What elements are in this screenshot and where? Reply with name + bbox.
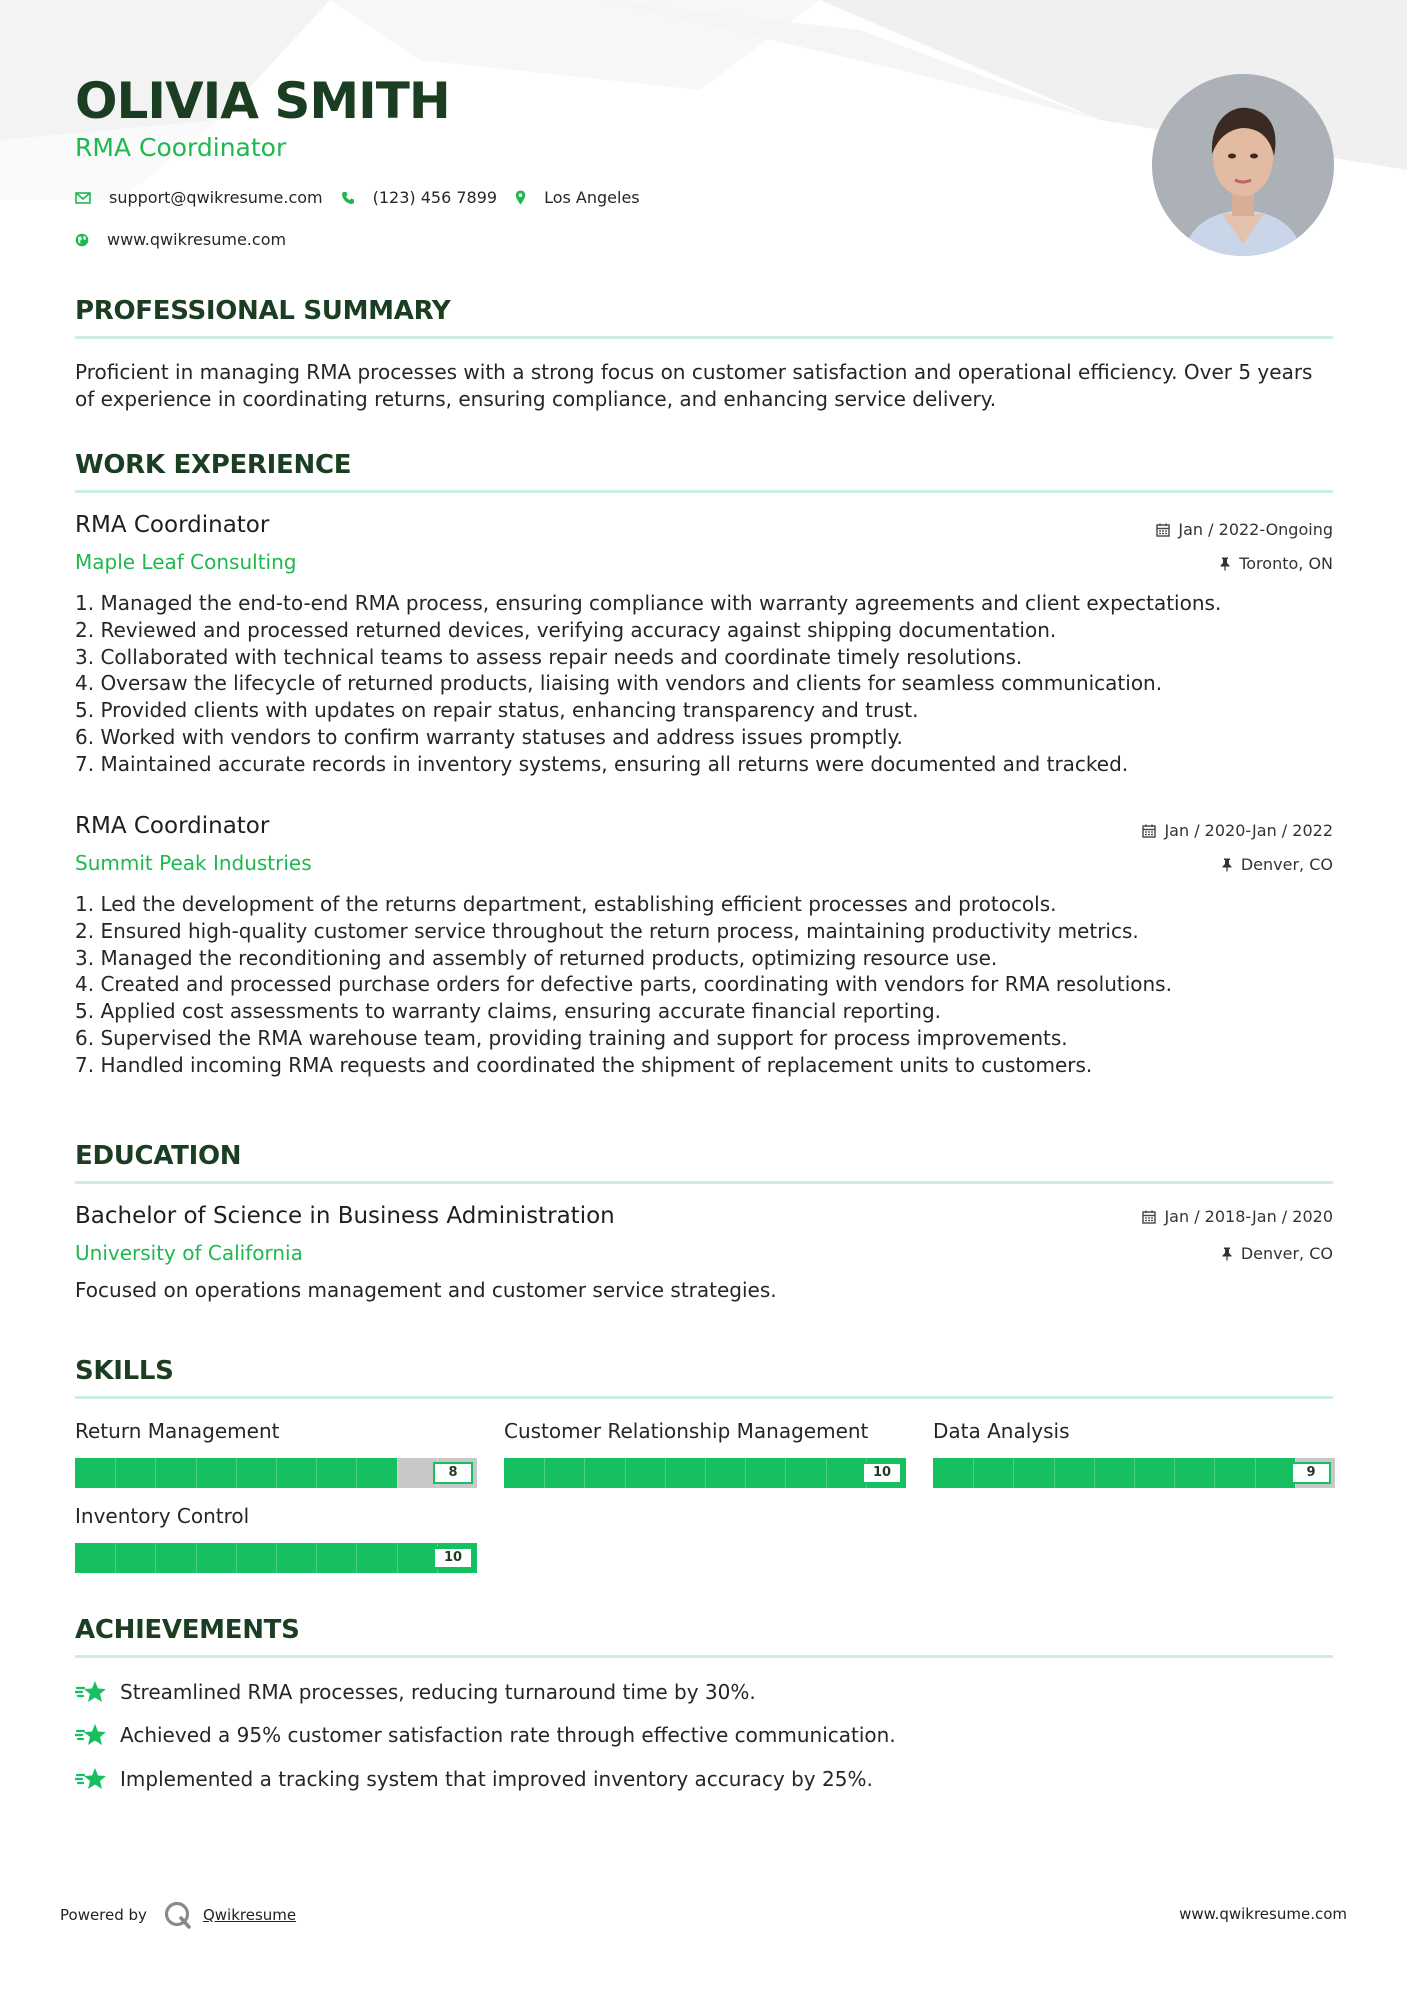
skill-bar-segment <box>1013 1458 1014 1488</box>
skill-bar-segment <box>155 1543 156 1573</box>
skill-name: Return Management <box>75 1419 280 1443</box>
candidate-name: OLIVIA SMITH <box>75 72 450 130</box>
education-location-text: Denver, CO <box>1240 1244 1333 1263</box>
skill-score: 8 <box>433 1462 473 1484</box>
achievement-text: Implemented a tracking system that improved inventory accuracy by 25%. <box>120 1767 873 1791</box>
list-item: 3. Managed the reconditioning and assembly of returned products, optimizing resource use. <box>75 945 998 970</box>
skill-bar-segment <box>1054 1458 1055 1488</box>
job-2-company: Summit Peak Industries <box>75 851 312 875</box>
achievement-item <box>75 1679 756 1705</box>
email-contact[interactable] <box>75 188 323 207</box>
website-contact[interactable] <box>75 230 286 249</box>
achievement-text: Achieved a 95% customer satisfaction rate through effective communication. <box>120 1723 896 1747</box>
education-heading: EDUCATION <box>75 1141 242 1171</box>
list-item: 7. Maintained accurate records in inventory systems, ensuring all returns were documented and tracked. <box>75 751 1129 776</box>
profile-photo <box>1152 74 1334 256</box>
skill-bar-segment <box>1174 1458 1175 1488</box>
skill-score: 10 <box>433 1547 473 1569</box>
skill-bar-segment <box>625 1458 626 1488</box>
list-item: 6. Supervised the RMA warehouse team, providing training and support for process improvements. <box>75 1025 1068 1050</box>
skill-bar-segment <box>785 1458 786 1488</box>
qwikresume-link[interactable]: Qwikresume <box>202 1906 297 1924</box>
skill-bar-segment <box>155 1458 156 1488</box>
map-pin-icon <box>515 190 526 205</box>
skill-bar-fill <box>933 1458 1295 1488</box>
calendar-icon <box>1142 824 1156 838</box>
skill-customer-relationship-management <box>504 1418 906 1488</box>
skill-bar <box>933 1458 1335 1488</box>
skills-heading: SKILLS <box>75 1356 174 1386</box>
degree-title: Bachelor of Science in Business Administration <box>75 1203 615 1229</box>
skill-bar-segment <box>584 1458 585 1488</box>
summary-text: Proficient in managing RMA processes with a strong focus on customer satisfaction and operational efficiency. Over 5 years of experience in coordinating returns, ensuring compliance, and enhancing service delivery. <box>75 360 1313 411</box>
list-item: 5. Provided clients with updates on repair status, enhancing transparency and trust. <box>75 698 919 723</box>
skill-bar-segment <box>356 1458 357 1488</box>
star-icon <box>75 1766 108 1792</box>
list-item: 7. Handled incoming RMA requests and coordinated the shipment of replacement units to customers. <box>75 1052 1093 1077</box>
skill-bar-segment <box>397 1458 398 1488</box>
portrait-image <box>1152 74 1334 256</box>
list-item: 6. Worked with vendors to confirm warranty statuses and address issues promptly. <box>75 724 903 749</box>
skill-bar-segment <box>196 1458 197 1488</box>
pushpin-icon <box>1221 858 1233 872</box>
skill-return-management <box>75 1418 477 1488</box>
qwikresume-logo-icon <box>163 1900 193 1930</box>
list-item: 5. Applied cost assessments to warranty claims, ensuring accurate financial reporting. <box>75 999 942 1024</box>
skill-bar-segment <box>236 1543 237 1573</box>
achievements-heading: ACHIEVEMENTS <box>75 1615 300 1645</box>
contact-row <box>75 188 658 207</box>
skill-bar-segment <box>1134 1458 1135 1488</box>
job-1-bullets <box>75 590 1333 778</box>
skill-bar-segment <box>276 1458 277 1488</box>
envelope-icon <box>75 192 91 204</box>
job-2-dates <box>1142 821 1333 840</box>
email-text: support@qwikresume.com <box>109 188 323 207</box>
skill-bar <box>75 1458 477 1488</box>
skill-bar-segment <box>115 1543 116 1573</box>
phone-contact[interactable] <box>341 188 497 207</box>
list-item: 2. Ensured high-quality customer service throughout the return process, maintaining productivity metrics. <box>75 918 1139 943</box>
calendar-icon <box>1142 1210 1156 1224</box>
skill-bar-segment <box>316 1458 317 1488</box>
skill-inventory-control <box>75 1503 477 1573</box>
job-2-bullets <box>75 891 1333 1079</box>
skill-bar-segment <box>1255 1458 1256 1488</box>
location-contact <box>515 188 640 207</box>
skill-bar-segment <box>115 1458 116 1488</box>
pushpin-icon <box>1221 1247 1233 1261</box>
experience-rule <box>75 490 1333 493</box>
skill-bar <box>75 1543 477 1573</box>
skill-bar-segment <box>196 1543 197 1573</box>
candidate-role: RMA Coordinator <box>75 133 287 162</box>
website-row <box>75 230 304 249</box>
summary-rule <box>75 336 1333 339</box>
powered-by-label: Powered by <box>60 1906 147 1924</box>
education-description: Focused on operations management and customer service strategies. <box>75 1278 777 1302</box>
skill-bar-segment <box>544 1458 545 1488</box>
achievement-item <box>75 1766 873 1792</box>
skill-bar-segment <box>826 1458 827 1488</box>
job-2-title: RMA Coordinator <box>75 813 270 839</box>
skill-bar-segment <box>665 1458 666 1488</box>
skill-bar-segment <box>356 1543 357 1573</box>
list-item: 1. Led the development of the returns department, establishing efficient processes and protocols. <box>75 892 1057 916</box>
skill-bar-segment <box>705 1458 706 1488</box>
footer-website[interactable]: www.qwikresume.com <box>1179 1905 1347 1923</box>
phone-icon <box>341 191 355 205</box>
skill-bar-segment <box>973 1458 974 1488</box>
skill-bar-segment <box>276 1543 277 1573</box>
star-icon <box>75 1722 108 1748</box>
skills-rule <box>75 1396 1333 1399</box>
achievements-rule <box>75 1655 1333 1658</box>
skill-score: 9 <box>1291 1462 1331 1484</box>
summary-heading: PROFESSIONAL SUMMARY <box>75 296 451 326</box>
skill-score: 10 <box>862 1462 902 1484</box>
list-item: 1. Managed the end-to-end RMA process, ensuring compliance with warranty agreements and client expectations. <box>75 591 1222 615</box>
job-1-location <box>1219 554 1333 573</box>
location-text: Los Angeles <box>544 188 640 207</box>
list-item: 2. Reviewed and processed returned devices, verifying accuracy against shipping documentation. <box>75 617 1057 642</box>
achievement-item <box>75 1722 896 1748</box>
list-item: 4. Created and processed purchase orders for defective parts, coordinating with vendors for RMA resolutions. <box>75 972 1172 997</box>
job-1-dates <box>1156 520 1333 539</box>
education-dates-text: Jan / 2018-Jan / 2020 <box>1164 1207 1333 1226</box>
job-2-dates-text: Jan / 2020-Jan / 2022 <box>1164 821 1333 840</box>
star-icon <box>75 1679 108 1705</box>
footer-powered-by <box>60 1900 296 1930</box>
list-item: 3. Collaborated with technical teams to assess repair needs and coordinate timely resolutions. <box>75 644 1023 669</box>
job-1-dates-text: Jan / 2022-Ongoing <box>1178 520 1333 539</box>
list-item: 4. Oversaw the lifecycle of returned products, liaising with vendors and clients for seamless communication. <box>75 671 1163 696</box>
education-rule <box>75 1181 1333 1184</box>
achievement-text: Streamlined RMA processes, reducing turnaround time by 30%. <box>120 1680 756 1704</box>
website-text: www.qwikresume.com <box>107 230 287 249</box>
skill-name: Data Analysis <box>933 1419 1070 1443</box>
job-1-title: RMA Coordinator <box>75 512 270 538</box>
skill-name: Inventory Control <box>75 1504 250 1528</box>
job-2-location-text: Denver, CO <box>1240 855 1333 874</box>
skill-bar <box>504 1458 906 1488</box>
phone-text: (123) 456 7899 <box>372 188 498 207</box>
skill-bar-segment <box>745 1458 746 1488</box>
skill-bar-segment <box>397 1543 398 1573</box>
job-1-company: Maple Leaf Consulting <box>75 550 297 574</box>
skill-name: Customer Relationship Management <box>504 1419 869 1443</box>
skill-data-analysis <box>933 1418 1335 1488</box>
calendar-icon <box>1156 523 1170 537</box>
job-2-location <box>1221 855 1333 874</box>
skill-bar-segment <box>236 1458 237 1488</box>
skill-bar-segment <box>316 1543 317 1573</box>
pushpin-icon <box>1219 557 1231 571</box>
school-name: University of California <box>75 1241 303 1265</box>
skill-bar-segment <box>1214 1458 1215 1488</box>
experience-heading: WORK EXPERIENCE <box>75 450 352 480</box>
skill-bar-segment <box>1094 1458 1095 1488</box>
education-dates <box>1142 1207 1333 1226</box>
education-location <box>1221 1244 1333 1263</box>
job-1-location-text: Toronto, ON <box>1239 554 1333 573</box>
globe-icon <box>75 233 89 247</box>
